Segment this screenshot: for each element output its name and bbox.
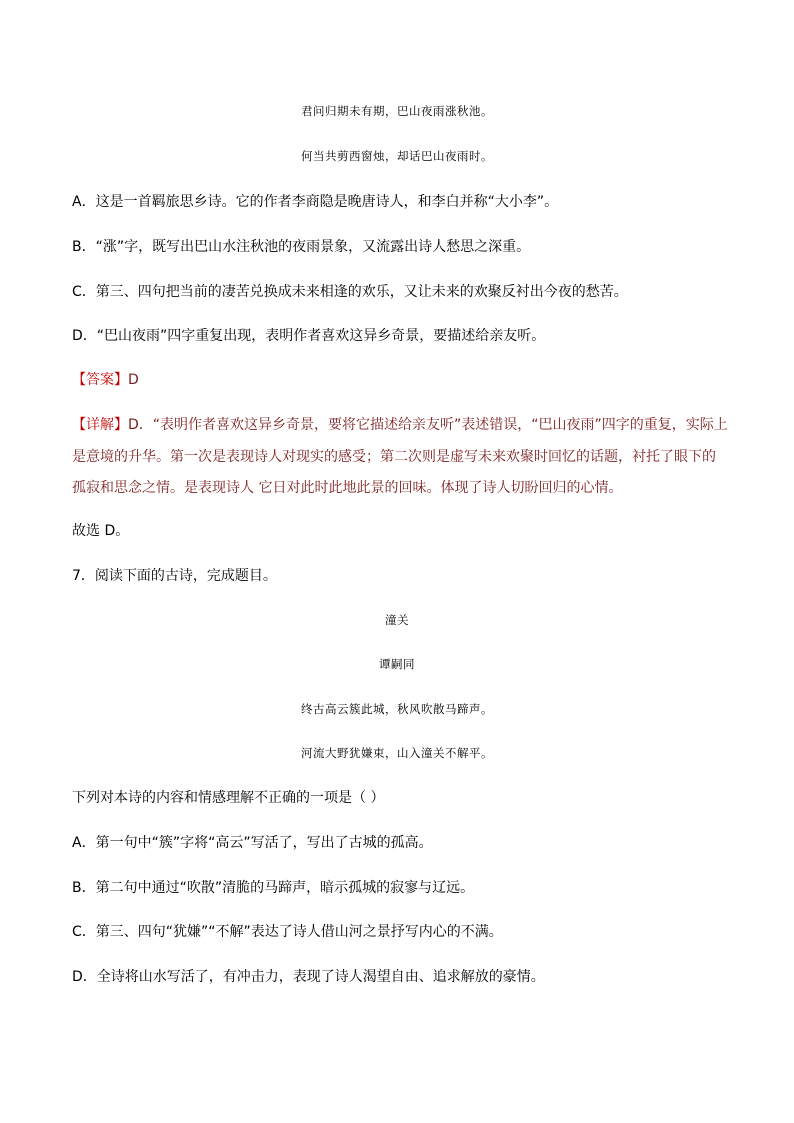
conclusion: 故选 D。 — [72, 523, 130, 539]
answer-value: D — [128, 372, 139, 388]
q6-option-a: A．这是一首羁旅思乡诗。它的作者李商隐是晚唐诗人，和李白并称“大小李”。 — [72, 194, 559, 210]
detail-line-2: 是意境的升华。第一次是表现诗人对现实的感受；第二次则是虚写未来欢聚时回忆的话题，衬托了眼下的 — [72, 449, 716, 465]
poem1-line2: 何当共剪西窗烛，却话巴山夜雨时。 — [301, 149, 493, 163]
q7-poem-author: 谭嗣同 — [379, 657, 415, 671]
detail-line-3: 孤寂和思念之情。是表现诗人 它日对此时此地此景的回味。体现了诗人切盼回归的心情。 — [72, 480, 623, 496]
q7-option-c: C．第三、四句“犹嫌”“不解”表达了诗人借山河之景抒写内心的不满。 — [72, 924, 503, 940]
q7-option-b: B．第二句中通过“吹散”清脆的马蹄声，暗示孤城的寂寥与辽远。 — [72, 880, 475, 896]
q7-option-d: D．全诗将山水写活了，有冲击力，表现了诗人渴望自由、追求解放的豪情。 — [72, 969, 545, 985]
detail-label: 【详解】 — [72, 417, 128, 433]
q6-option-c: C．第三、四句把当前的凄苦兑换成未来相逢的欢乐，又让未来的欢聚反衬出今夜的愁苦。 — [72, 284, 628, 300]
answer-row — [72, 370, 734, 390]
q6-option-b: B．“涨”字，既写出巴山水注秋池的夜雨景象，又流露出诗人愁思之深重。 — [72, 239, 531, 255]
answer-label: 【答案】 — [72, 372, 128, 388]
q7-poem-line2: 河流大野犹嫌束，山入潼关不解平。 — [301, 746, 493, 760]
q7-question: 下列对本诗的内容和情感理解不正确的一项是（ ） — [72, 790, 385, 806]
q7-poem-line1: 终古高云簇此城，秋风吹散马蹄声。 — [301, 702, 493, 716]
q7-poem-title: 潼关 — [385, 613, 409, 627]
detail-line-1 — [72, 415, 734, 435]
poem1-line1: 君问归期未有期，巴山夜雨涨秋池。 — [301, 104, 493, 118]
q6-option-d: D．“巴山夜雨”四字重复出现，表明作者喜欢这异乡奇景，要描述给亲友听。 — [72, 328, 546, 344]
q7-prompt: 7．阅读下面的古诗，完成题目。 — [72, 568, 277, 584]
q7-option-a: A．第一句中“簇”字将“高云”写活了，写出了古城的孤高。 — [72, 835, 433, 851]
detail-text-1: D．“表明作者喜欢这异乡奇景，要将它描述给亲友听”表述错误，“巴山夜雨”四字的重复，实际上 — [128, 417, 728, 433]
